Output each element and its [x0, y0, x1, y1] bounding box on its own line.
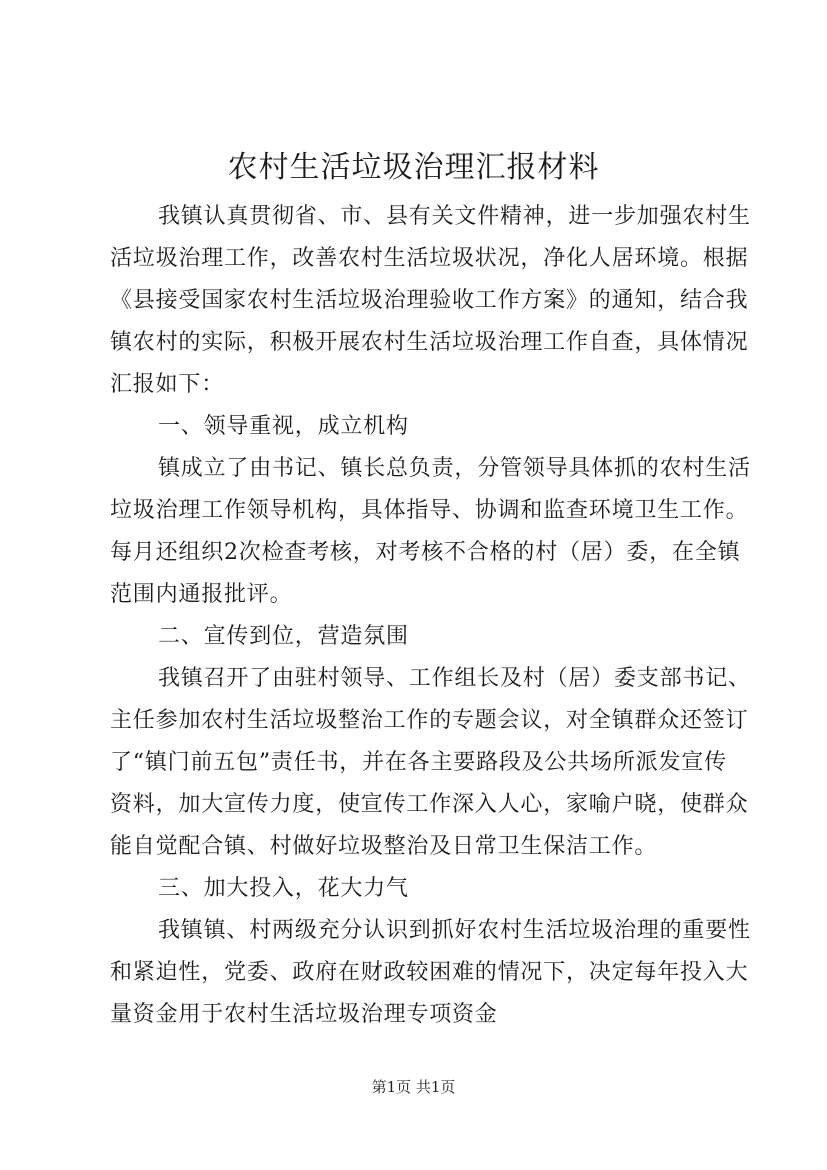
paragraph-line: 主任参加农村生活垃圾整治工作的专题会议，对全镇群众还签订 — [110, 708, 749, 733]
paragraph-line: 活垃圾治理工作，改善农村生活垃圾状况，净化人居环境。根据 — [110, 246, 749, 271]
document-body — [110, 196, 750, 1036]
paragraph-line: 镇成立了由书记、镇长总负责，分管领导具体抓的农村生活 — [158, 456, 751, 481]
paragraph-line: 每月还组织2次检查考核，对考核不合格的村（居）委，在全镇 — [110, 540, 741, 565]
paragraph-line: 汇报如下： — [110, 372, 225, 397]
paragraph-line: 量资金用于农村生活垃圾治理专项资金 — [110, 1002, 498, 1027]
page-number-footer: 第1页 共1页 — [371, 1078, 456, 1096]
section-heading: 二、宣传到位，营造氛围 — [158, 624, 409, 649]
paragraph-line: 垃圾治理工作领导机构，具体指导、协调和监查环境卫生工作。 — [110, 498, 749, 523]
paragraph-line: 和紧迫性，党委、政府在财政较困难的情况下，决定每年投入大 — [110, 960, 749, 985]
paragraph-line: 我镇召开了由驻村领导、工作组长及村（居）委支部书记、 — [158, 666, 751, 691]
document-title: 农村生活垃圾治理汇报材料 — [227, 150, 600, 185]
paragraph-line: 镇农村的实际，积极开展农村生活垃圾治理工作自查，具体情况 — [110, 330, 749, 355]
paragraph-line: 能自觉配合镇、村做好垃圾整治及日常卫生保洁工作。 — [110, 834, 658, 859]
paragraph-line: 范围内通报批评。 — [110, 582, 293, 607]
paragraph-line: 资料，加大宣传力度，使宣传工作深入人心，家喻户晓，使群众 — [110, 792, 749, 817]
paragraph-line: 我镇认真贯彻省、市、县有关文件精神，进一步加强农村生 — [158, 204, 751, 229]
section-heading: 一、领导重视，成立机构 — [158, 414, 409, 439]
paragraph-line: 我镇镇、村两级充分认识到抓好农村生活垃圾治理的重要性 — [158, 918, 751, 943]
section-heading: 三、加大投入，花大力气 — [158, 876, 409, 901]
paragraph-line: 了“镇门前五包”责任书，并在各主要路段及公共场所派发宣传 — [110, 750, 727, 775]
paragraph-line: 《县接受国家农村生活垃圾治理验收工作方案》的通知，结合我 — [110, 288, 749, 313]
